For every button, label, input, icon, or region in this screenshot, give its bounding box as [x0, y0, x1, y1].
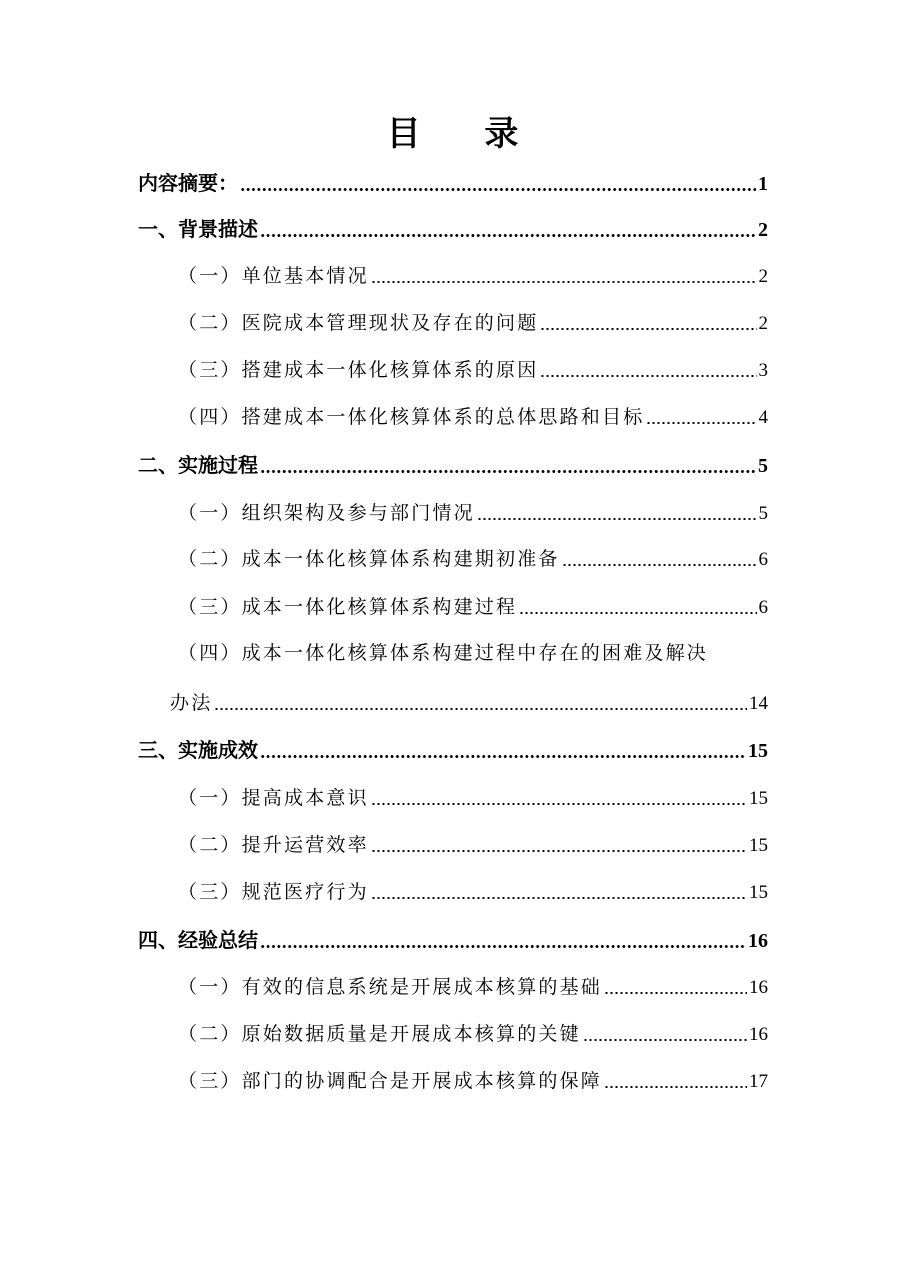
dot-leader	[540, 328, 756, 330]
toc-page-number: 14	[749, 693, 768, 714]
dot-leader	[240, 188, 756, 191]
dot-leader	[371, 850, 747, 852]
toc-entry[interactable]	[178, 1066, 768, 1096]
toc-entry-label: （三）成本一体化核算体系构建过程	[178, 596, 518, 618]
toc-entry-label: 三、实施成效	[138, 738, 258, 762]
toc-page-number: 1	[758, 173, 768, 195]
toc-entry-label: （三）搭建成本一体化核算体系的原因	[178, 359, 539, 381]
toc-page-number: 17	[749, 1071, 768, 1092]
dot-leader	[646, 422, 756, 424]
toc-entry-label: （四）成本一体化核算体系构建过程中存在的困难及解决	[178, 642, 709, 664]
toc-entry[interactable]	[178, 308, 768, 338]
toc-entry[interactable]	[138, 735, 768, 765]
toc-entry-label: 四、经验总结	[138, 928, 258, 952]
toc-page-number: 16	[748, 930, 768, 952]
toc-entry-label: （三）部门的协调配合是开展成本核算的保障	[178, 1070, 603, 1092]
dot-leader	[214, 708, 747, 710]
toc-entry-label-continuation: 办法	[170, 692, 213, 714]
toc-page-number: 15	[749, 788, 768, 809]
dot-leader	[260, 755, 746, 758]
toc-page-number: 2	[758, 313, 768, 334]
dot-leader	[604, 1086, 747, 1088]
toc-page-number: 6	[758, 549, 768, 570]
toc-entry[interactable]	[178, 972, 768, 1002]
toc-entry-continuation[interactable]	[170, 688, 768, 718]
toc-entry[interactable]	[178, 355, 768, 385]
toc-page-number: 15	[749, 835, 768, 856]
toc-page-number: 2	[758, 266, 768, 287]
dot-leader	[260, 234, 756, 237]
toc-entry[interactable]	[138, 214, 768, 244]
toc-page-number: 2	[758, 219, 768, 241]
dot-leader	[371, 803, 747, 805]
dot-leader	[519, 612, 756, 614]
toc-page-number: 16	[749, 977, 768, 998]
dot-leader	[562, 564, 757, 566]
toc-entry[interactable]	[178, 638, 768, 668]
toc-entry-label: （四）搭建成本一体化核算体系的总体思路和目标	[178, 406, 645, 428]
toc-entry-label: （一）有效的信息系统是开展成本核算的基础	[178, 976, 603, 998]
toc-entry[interactable]	[178, 1019, 768, 1049]
dot-leader	[371, 281, 757, 283]
toc-entry-label: 一、背景描述	[138, 217, 258, 241]
toc-entry[interactable]	[178, 592, 768, 622]
toc-entry-label: （一）单位基本情况	[178, 265, 369, 287]
toc-entry-label: （一）提高成本意识	[178, 787, 369, 809]
toc-entry[interactable]	[178, 261, 768, 291]
toc-entry[interactable]	[138, 450, 768, 480]
dot-leader	[477, 518, 757, 520]
toc-page-number: 6	[758, 597, 768, 618]
toc-entry-label: （二）成本一体化核算体系构建期初准备	[178, 548, 560, 570]
toc-entry-label: 内容摘要：	[138, 171, 238, 195]
dot-leader	[540, 375, 756, 377]
dot-leader	[260, 470, 756, 473]
toc-entry-label: （一）组织架构及参与部门情况	[178, 502, 475, 524]
dot-leader	[583, 1039, 747, 1041]
dot-leader	[260, 945, 746, 948]
toc-page-number: 3	[758, 360, 768, 381]
toc-page-number: 5	[758, 503, 768, 524]
toc-entry-label: （二）提升运营效率	[178, 834, 369, 856]
toc-page-number: 5	[758, 455, 768, 477]
toc-entry[interactable]	[178, 498, 768, 528]
toc-title: 目 录	[386, 114, 545, 154]
dot-leader	[604, 992, 747, 994]
toc-entry[interactable]	[178, 877, 768, 907]
toc-entry-label: （三）规范医疗行为	[178, 881, 369, 903]
toc-entry-label: （二）医院成本管理现状及存在的问题	[178, 312, 539, 334]
toc-entry-label: （二）原始数据质量是开展成本核算的关键	[178, 1023, 581, 1045]
toc-page-number: 16	[749, 1024, 768, 1045]
toc-page-number: 15	[749, 882, 768, 903]
toc-entry-label: 二、实施过程	[138, 453, 258, 477]
toc-entry[interactable]	[178, 783, 768, 813]
dot-leader	[371, 897, 747, 899]
toc-entry[interactable]	[178, 402, 768, 432]
toc-entry[interactable]	[138, 925, 768, 955]
toc-entry[interactable]	[178, 830, 768, 860]
toc-page-number: 4	[758, 407, 768, 428]
toc-entry[interactable]	[138, 168, 768, 198]
toc-entry[interactable]	[178, 544, 768, 574]
toc-page-number: 15	[748, 740, 768, 762]
